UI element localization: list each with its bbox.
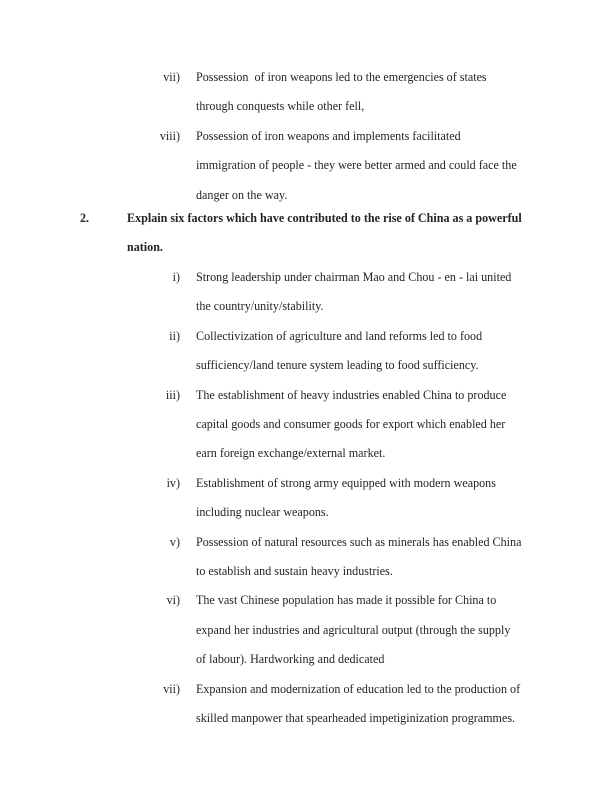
list-item-text bbox=[196, 322, 532, 381]
text-line: nation. bbox=[127, 240, 163, 255]
list-item-marker: iii) bbox=[165, 387, 180, 402]
list-item-marker: ii) bbox=[169, 328, 180, 343]
list-item bbox=[80, 528, 540, 587]
text-line: of labour). Hardworking and dedicated bbox=[196, 652, 385, 667]
answer-sub-list bbox=[80, 263, 540, 734]
list-item bbox=[80, 263, 540, 322]
list-item-text bbox=[196, 528, 532, 587]
text-line: skilled manpower that spearheaded impetiginization programmes. bbox=[196, 711, 516, 726]
list-item-marker: i) bbox=[172, 270, 180, 284]
list-item-text bbox=[196, 263, 532, 322]
text-line: immigration of people - they were better armed and could face the bbox=[196, 158, 517, 173]
list-item-text bbox=[196, 63, 532, 122]
text-line: the country/unity/stability. bbox=[196, 299, 324, 314]
text-line: Possession of iron weapons led to the emergencies of states bbox=[196, 70, 487, 84]
text-line: through conquests while other fell, bbox=[196, 99, 365, 114]
list-item-marker: vii) bbox=[163, 681, 180, 696]
text-line: Strong leadership under chairman Mao and Chou - en - lai united bbox=[196, 270, 512, 284]
text-line: to establish and sustain heavy industries. bbox=[196, 564, 393, 579]
text-line: capital goods and consumer goods for export which enabled her bbox=[196, 417, 506, 432]
question-number: 2. bbox=[80, 211, 90, 225]
text-line: The establishment of heavy industries enabled China to produce bbox=[196, 387, 507, 402]
list-item bbox=[80, 63, 540, 122]
list-item-marker: vii) bbox=[163, 70, 180, 84]
list-item-marker: v) bbox=[169, 534, 180, 549]
list-item bbox=[80, 469, 540, 528]
list-item-text bbox=[196, 586, 532, 674]
list-item-marker: vi) bbox=[166, 593, 180, 608]
text-line: Possession of natural resources such as minerals has enabled China bbox=[196, 534, 522, 549]
text-line: Establishment of strong army equipped with modern weapons bbox=[196, 475, 496, 490]
list-item-text bbox=[196, 469, 532, 528]
text-line: Collectivization of agriculture and land reforms led to food bbox=[196, 328, 483, 343]
list-item-text bbox=[196, 122, 532, 210]
continued-sub-answer-list bbox=[80, 63, 540, 210]
list-item-text bbox=[196, 381, 532, 469]
list-item bbox=[80, 381, 540, 469]
list-item bbox=[80, 675, 540, 734]
list-item bbox=[80, 586, 540, 674]
text-line: including nuclear weapons. bbox=[196, 505, 329, 520]
text-line: Explain six factors which have contributed to the rise of China as a powerful bbox=[127, 211, 522, 225]
text-line: The vast Chinese population has made it possible for China to bbox=[196, 593, 497, 608]
list-item bbox=[80, 122, 540, 210]
question-heading bbox=[80, 204, 597, 263]
list-item bbox=[80, 322, 540, 381]
list-item-text bbox=[196, 675, 532, 734]
text-line: Expansion and modernization of education led to the production of bbox=[196, 681, 521, 696]
text-line: Possession of iron weapons and implements facilitated bbox=[196, 128, 461, 143]
text-line: earn foreign exchange/external market. bbox=[196, 446, 386, 461]
text-line: expand her industries and agricultural output (through the supply bbox=[196, 622, 511, 637]
list-item-marker: viii) bbox=[159, 128, 180, 143]
question-text bbox=[127, 204, 537, 263]
text-line: sufficiency/land tenure system leading to food sufficiency. bbox=[196, 358, 479, 373]
list-item-marker: iv) bbox=[166, 475, 180, 490]
text-line: danger on the way. bbox=[196, 187, 288, 202]
